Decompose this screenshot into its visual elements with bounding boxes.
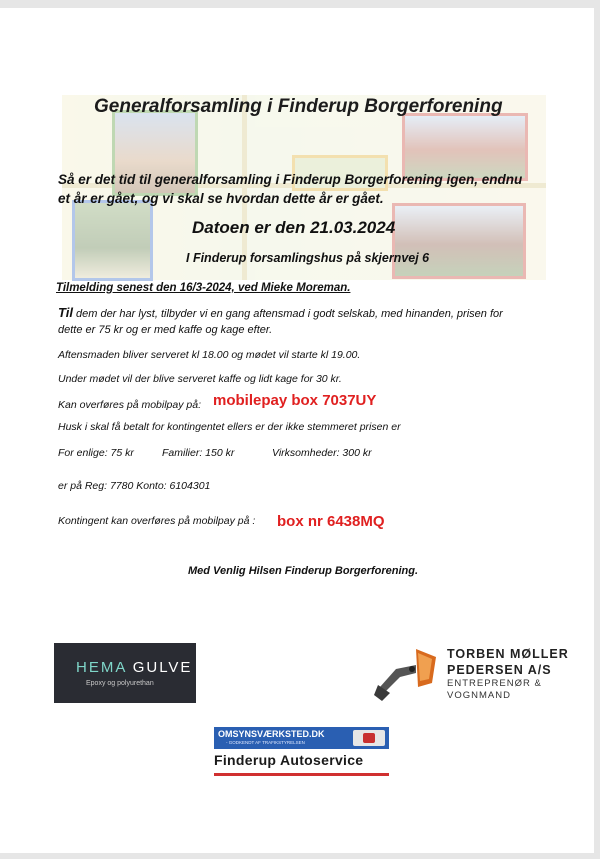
hema-tagline: Epoxy og polyurethan: [86, 680, 154, 687]
page-title: Generalforsamling i Finderup Borgerforening: [94, 96, 503, 117]
autoservice-url: OMSYNSVÆRKSTED.DK: [218, 729, 325, 739]
scrollbar-track: [594, 0, 600, 859]
registration-deadline: Tilmelding senest den 16/3-2024, ved Mieke Moreman.: [56, 282, 351, 294]
dinner-lead: Til: [58, 305, 73, 320]
fee-family: Familier: 150 kr: [162, 447, 235, 459]
hall-photo: [392, 203, 526, 279]
meeting-venue: I Finderup forsamlingshus på skjernvej 6: [186, 251, 430, 265]
dinner-time: Aftensmaden bliver serveret kl 18.00 og mødet vil starte kl 19.00.: [58, 349, 361, 361]
torben-moller-logo: [372, 643, 572, 703]
tmp-name-line2: PEDERSEN A/S: [447, 663, 552, 677]
excavator-icon: [372, 643, 442, 703]
payment-label: Kan overføres på mobilpay på:: [58, 399, 201, 411]
coffee-note: Under mødet vil der blive serveret kaffe og lidt kage for 30 kr.: [58, 373, 342, 385]
mobilepay-box: mobilepay box 7037UY: [213, 392, 377, 409]
bottom-border: [0, 853, 600, 859]
car-icon: [353, 730, 385, 746]
hema-brand: HEMA GULVE: [76, 659, 193, 676]
autoservice-underline: [214, 773, 389, 776]
membership-payment-label: Kontingent kan overføres på mobilpay på :: [58, 515, 256, 527]
fee-single: For enlige: 75 kr: [58, 447, 134, 459]
membership-box: box nr 6438MQ: [277, 513, 385, 530]
tmp-name-line1: TORBEN MØLLER: [447, 647, 569, 661]
finderup-autoservice-logo: [212, 725, 392, 781]
bank-account: er på Reg: 7780 Konto: 6104301: [58, 480, 211, 492]
tmp-tagline-line2: VOGNMAND: [447, 690, 511, 701]
tree-photo: [72, 200, 153, 281]
hema-gulve-logo: [54, 643, 196, 703]
dinner-paragraph: [58, 305, 528, 338]
closing-regards: Med Venlig Hilsen Finderup Borgerforening.: [188, 565, 418, 577]
autoservice-name: Finderup Autoservice: [214, 752, 364, 768]
dinner-text: dem der har lyst, tilbyder vi en gang aftensmad i godt selskab, med hinanden, prisen for dette er 75 kr og er med kaffe og kage efter.: [58, 308, 503, 336]
meeting-date: Datoen er den 21.03.2024: [192, 218, 396, 237]
voting-reminder: Husk i skal få betalt for kontingentet ellers er der ikke stemmeret prisen er: [58, 421, 401, 433]
tmp-tagline-line1: ENTREPRENØR &: [447, 678, 542, 689]
top-border: [0, 0, 600, 8]
intro-paragraph: Så er det tid til generalforsamling i Finderup Borgerforening igen, endnu et år er gået, og vi skal se hvordan dette år er gået.: [58, 172, 523, 206]
autoservice-approval: - GODKENDT AF TRAFIKSTYRELSEN: [226, 740, 305, 745]
autoservice-banner: [214, 727, 389, 749]
fee-business: Virksomheder: 300 kr: [272, 447, 372, 459]
